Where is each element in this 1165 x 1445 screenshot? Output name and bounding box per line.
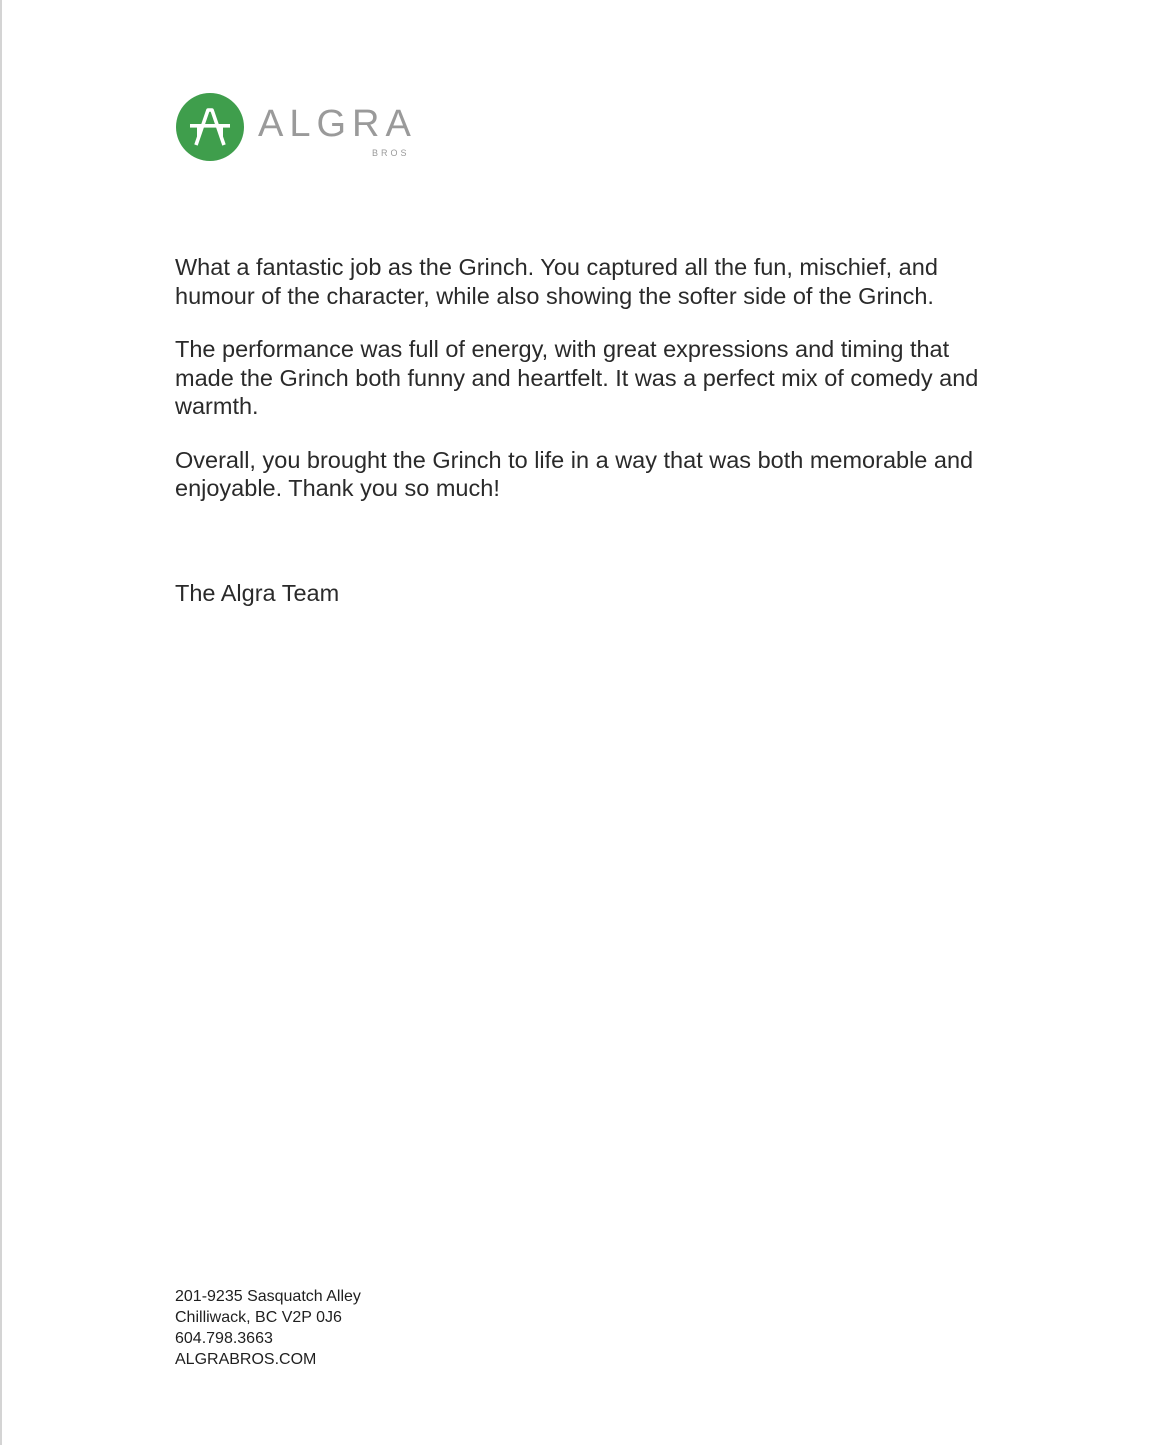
letter-signoff: The Algra Team <box>175 580 340 606</box>
footer-phone: 604.798.3663 <box>175 1330 273 1347</box>
logo-subtext: BROS <box>372 148 410 158</box>
contact-footer <box>175 1286 361 1370</box>
logo-wordmark: ALGRA <box>258 103 417 145</box>
letter-paragraph-1: What a fantastic job as the Grinch. You captured all the fun, mischief, and humour of the character, while also showing the softer side of the Grinch. <box>175 254 938 309</box>
letter-body <box>175 253 1005 528</box>
company-logo <box>176 93 436 163</box>
footer-website: ALGRABROS.COM <box>175 1351 317 1368</box>
algra-logo-mark-icon <box>176 93 244 161</box>
footer-address-line1: 201-9235 Sasquatch Alley <box>175 1288 361 1305</box>
footer-address-line2: Chilliwack, BC V2P 0J6 <box>175 1309 342 1326</box>
letter-paragraph-2: The performance was full of energy, with great expressions and timing that made the Grinch both funny and heartfelt. It was a perfect mix of comedy and warmth. <box>175 336 979 419</box>
letter-paragraph-3: Overall, you brought the Grinch to life in a way that was both memorable and enjoyable. Thank you so much! <box>175 446 974 501</box>
